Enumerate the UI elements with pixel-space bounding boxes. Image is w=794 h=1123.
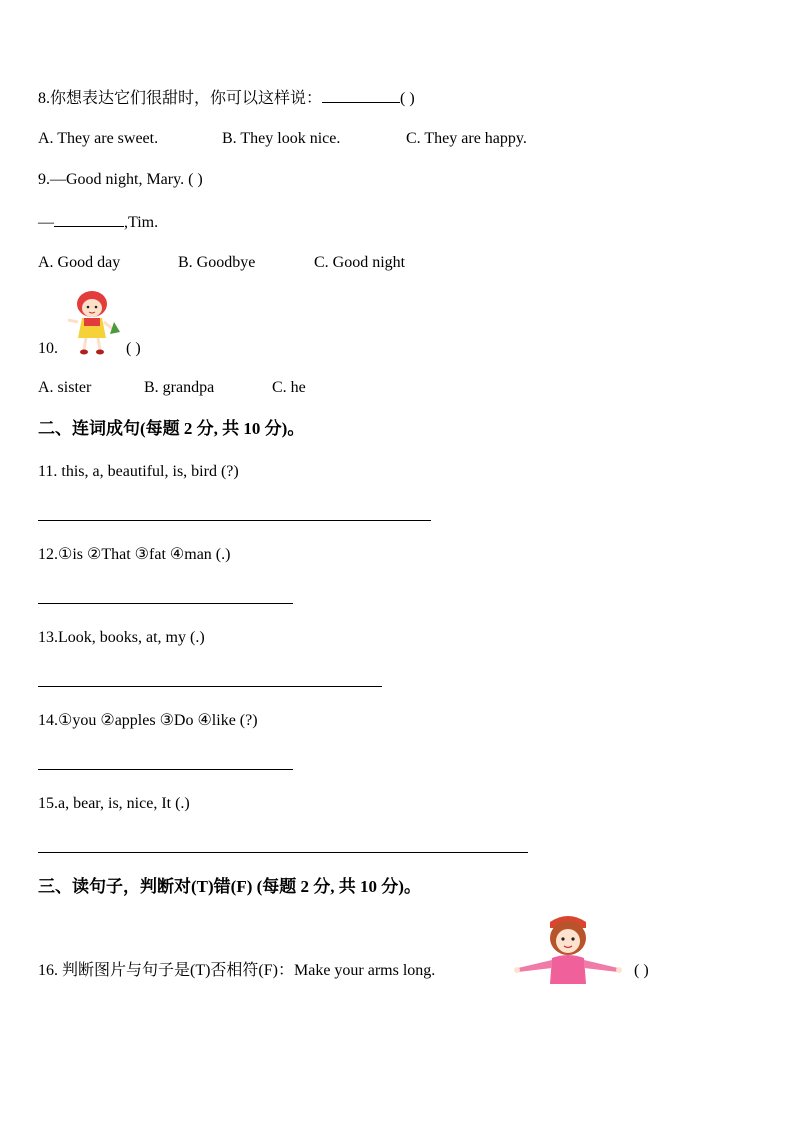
q13-answer-line[interactable] xyxy=(38,686,382,687)
q16-paren: ( ) xyxy=(634,962,649,979)
section3-heading: 三、读句子，判断对(T)错(F) (每题 2 分, 共 10 分)。 xyxy=(38,877,421,896)
q10-option-a: A. sister xyxy=(38,379,92,396)
q8-prompt: 8.你想表达它们很甜时，你可以这样说： xyxy=(38,90,323,107)
q8-option-c: C. They are happy. xyxy=(406,130,527,147)
q10-option-c: C. he xyxy=(272,379,306,396)
q9-option-c: C. Good night xyxy=(314,254,406,271)
q11-answer-line[interactable] xyxy=(38,520,431,521)
q9-option-a: A. Good day xyxy=(38,254,121,271)
q10-paren: ( ) xyxy=(126,340,141,357)
q9-line1: 9.—Good night, Mary. ( ) xyxy=(38,171,203,188)
q14-answer-line[interactable] xyxy=(38,769,293,770)
q8-option-a: A. They are sweet. xyxy=(38,130,159,147)
q8-line xyxy=(38,88,415,109)
q12-text: 12.①is ②That ③fat ④man (.) xyxy=(38,546,231,563)
q9-answer-blank[interactable] xyxy=(54,212,124,227)
q9-line2 xyxy=(38,212,158,233)
q15-text: 15.a, bear, is, nice, It (.) xyxy=(38,795,190,812)
q14-text: 14.①you ②apples ③Do ④like (?) xyxy=(38,712,258,729)
q15-answer-line[interactable] xyxy=(38,852,528,853)
q9-option-b: B. Goodbye xyxy=(178,254,256,271)
q9-options xyxy=(38,253,405,273)
q8-paren: ( ) xyxy=(400,90,415,107)
q13-text: 13.Look, books, at, my (.) xyxy=(38,629,205,646)
q10-number: 10. xyxy=(38,340,58,357)
q10-line xyxy=(38,339,141,359)
q9-dash: — xyxy=(38,214,54,231)
q12-answer-line[interactable] xyxy=(38,603,293,604)
q10-option-b: B. grandpa xyxy=(144,379,215,396)
q10-options xyxy=(38,378,306,398)
q16-text: 16. 判断图片与句子是(T)否相符(F)：Make your arms long. xyxy=(38,962,436,979)
section2-heading: 二、连词成句(每题 2 分, 共 10 分)。 xyxy=(38,419,305,438)
girl-arms-out-icon xyxy=(512,914,624,984)
q8-answer-blank[interactable] xyxy=(322,88,400,103)
q11-text: 11. this, a, beautiful, is, bird (?) xyxy=(38,463,239,480)
q8-option-b: B. They look nice. xyxy=(222,130,341,147)
q9-suffix: ,Tim. xyxy=(124,214,159,231)
q8-options xyxy=(38,129,527,149)
